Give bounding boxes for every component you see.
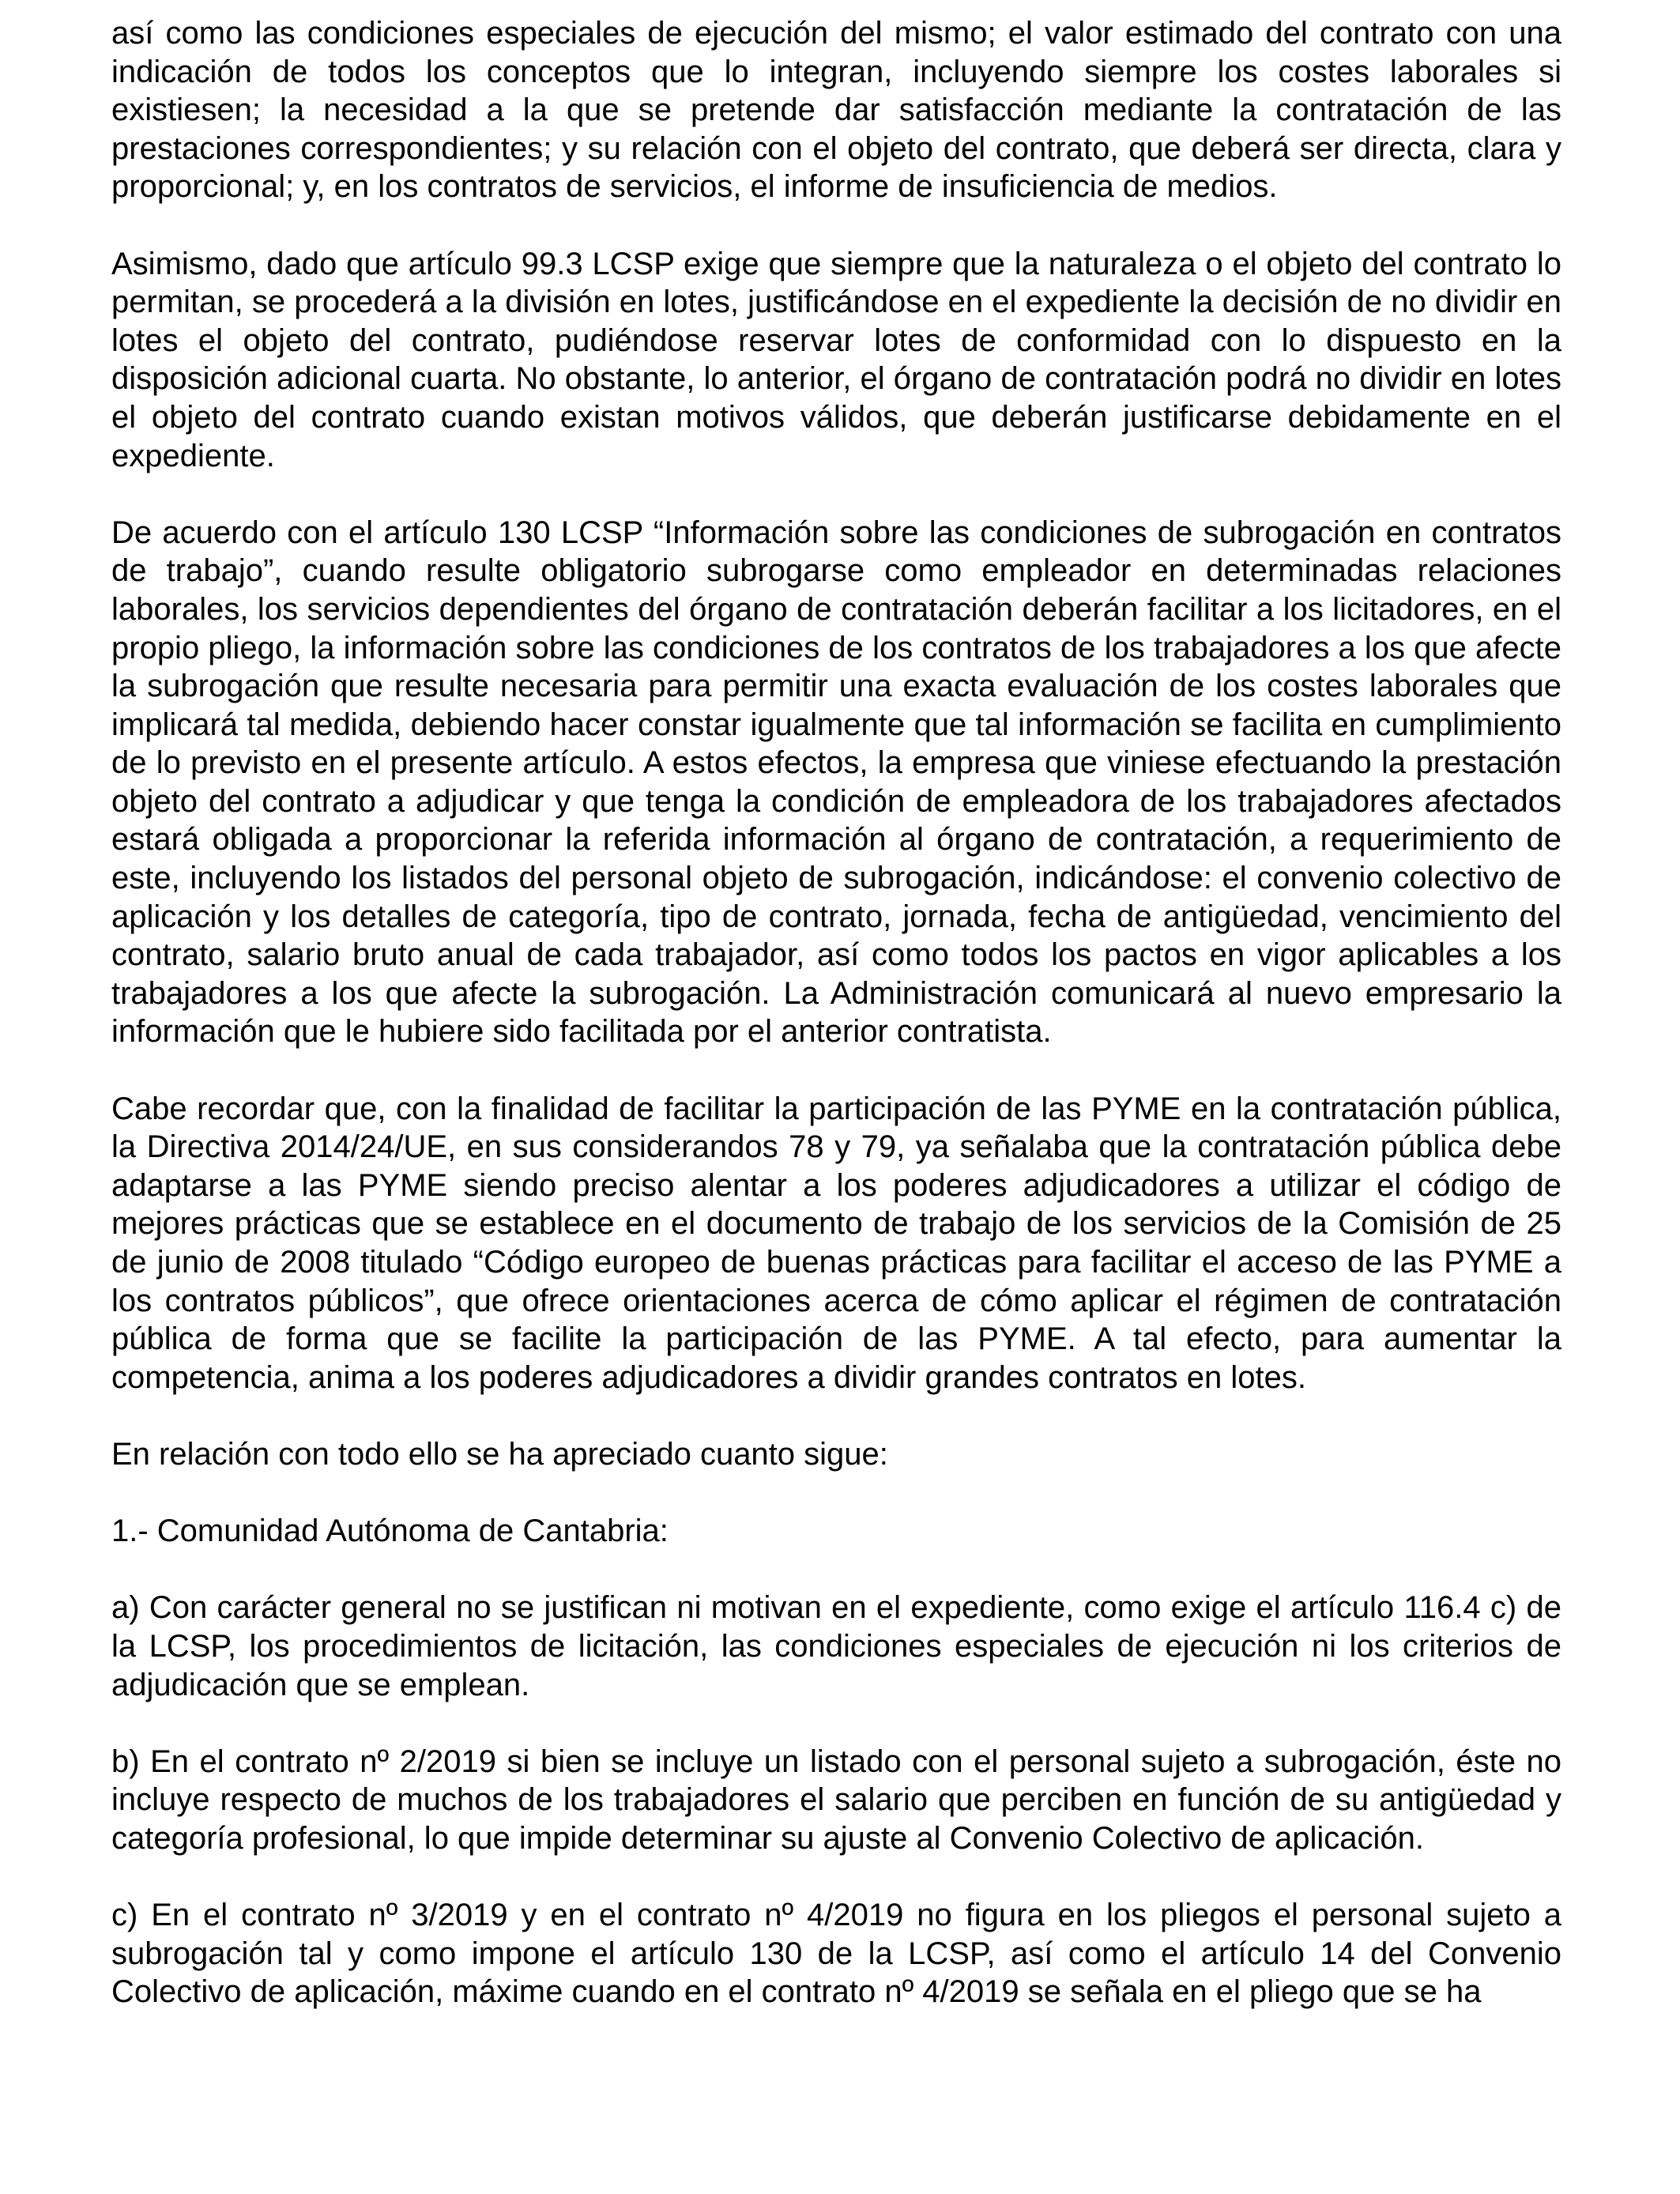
paragraph-expediente-contents: así como las condiciones especiales de ejecución del mismo; el valor estimado del contrato con una indicación de todos los conceptos que lo integran, incluyendo siempre los costes laborales si existiesen; la necesidad a la que se pretende dar satisfacción mediante la contratación de las prestaciones correspondientes; y su relación con el objeto del contrato, que deberá ser directa, clara y proporcional; y, en los contratos de servicios, el informe de insuficiencia de medios. — [111, 16, 1561, 205]
list-item-c: c) En el contrato nº 3/2019 y en el contrato nº 4/2019 no figura en los pliegos el personal sujeto a subrogación tal y como impone el artículo 130 de la LCSP, así como el artículo 14 del Convenio Colectivo de aplicación, máxime cuando en el contrato nº 4/2019 se señala en el pliego que se ha — [111, 1898, 1561, 2010]
paragraph-subrogacion: De acuerdo con el artículo 130 LCSP “Información sobre las condiciones de subrogación en contratos de trabajo”, cuando resulte obligatorio subrogarse como empleador en determinadas relaciones laborales, los servicios dependientes del órgano de contratación deberán facilitar a los licitadores, en el propio pliego, la información sobre las condiciones de los contratos de los trabajadores a los que afecte la subrogación que resulte necesaria para permitir una exacta evaluación de los costes laborales que implicará tal medida, debiendo hacer constar igualmente que tal información se facilita en cumplimiento de lo previsto en el presente artículo. A estos efectos, la empresa que viniese efectuando la prestación objeto del contrato a adjudicar y que tenga la condición de empleadora de los trabajadores afectados estará obligada a proporcionar la referida información al órgano de contratación, a requerimiento de este, incluyendo los listados del personal objeto de subrogación, indicándose: el convenio colectivo de aplicación y los detalles de categoría, tipo de contrato, jornada, fecha de antigüedad, vencimiento del contrato, salario bruto anual de cada trabajador, así como todos los pactos en vigor aplicables a los trabajadores a los que afecte la subrogación. La Administración comunicará al nuevo empresario la información que le hubiere sido facilitada por el anterior contratista. — [111, 515, 1561, 1050]
section-heading-cantabria: 1.- Comunidad Autónoma de Cantabria: — [111, 1514, 669, 1549]
paragraph-pyme-directiva: Cabe recordar que, con la finalidad de facilitar la participación de las PYME en la contratación pública, la Directiva 2014/24/UE, en sus considerandos 78 y 79, ya señalaba que la contratación pública debe adaptarse a las PYME siendo preciso alentar a los poderes adjudicadores a utilizar el código de mejores prácticas que se establece en el documento de trabajo de los servicios de la Comisión de 25 de junio de 2008 titulado “Código europeo de buenas prácticas para facilitar el acceso de las PYME a los contratos públicos”, que ofrece orientaciones acerca de cómo aplicar el régimen de contratación pública de forma que se facilite la participación de las PYME. A tal efecto, para aumentar la competencia, anima a los poderes adjudicadores a dividir grandes contratos en lotes. — [111, 1091, 1561, 1395]
paragraph-apreciado: En relación con todo ello se ha apreciado cuanto sigue: — [111, 1436, 888, 1472]
list-item-b: b) En el contrato nº 2/2019 si bien se incluye un listado con el personal sujeto a subrogación, éste no incluye respecto de muchos de los trabajadores el salario que perciben en función de su antigüedad y categoría profesional, lo que impide determinar su ajuste al Convenio Colectivo de aplicación. — [111, 1744, 1561, 1856]
document-body — [111, 14, 1561, 2011]
paragraph-division-lotes: Asimismo, dado que artículo 99.3 LCSP exige que siempre que la naturaleza o el objeto del contrato lo permitan, se procederá a la división en lotes, justificándose en el expediente la decisión de no dividir en lotes el objeto del contrato, pudiéndose reservar lotes de conformidad con lo dispuesto en la disposición adicional cuarta. No obstante, lo anterior, el órgano de contratación podrá no dividir en lotes el objeto del contrato cuando existan motivos válidos, que deberán justificarse debidamente en el expediente. — [111, 246, 1561, 473]
list-item-a: a) Con carácter general no se justifican ni motivan en el expediente, como exige el artículo 116.4 c) de la LCSP, los procedimientos de licitación, las condiciones especiales de ejecución ni los criterios de adjudicación que se emplean. — [111, 1590, 1561, 1702]
